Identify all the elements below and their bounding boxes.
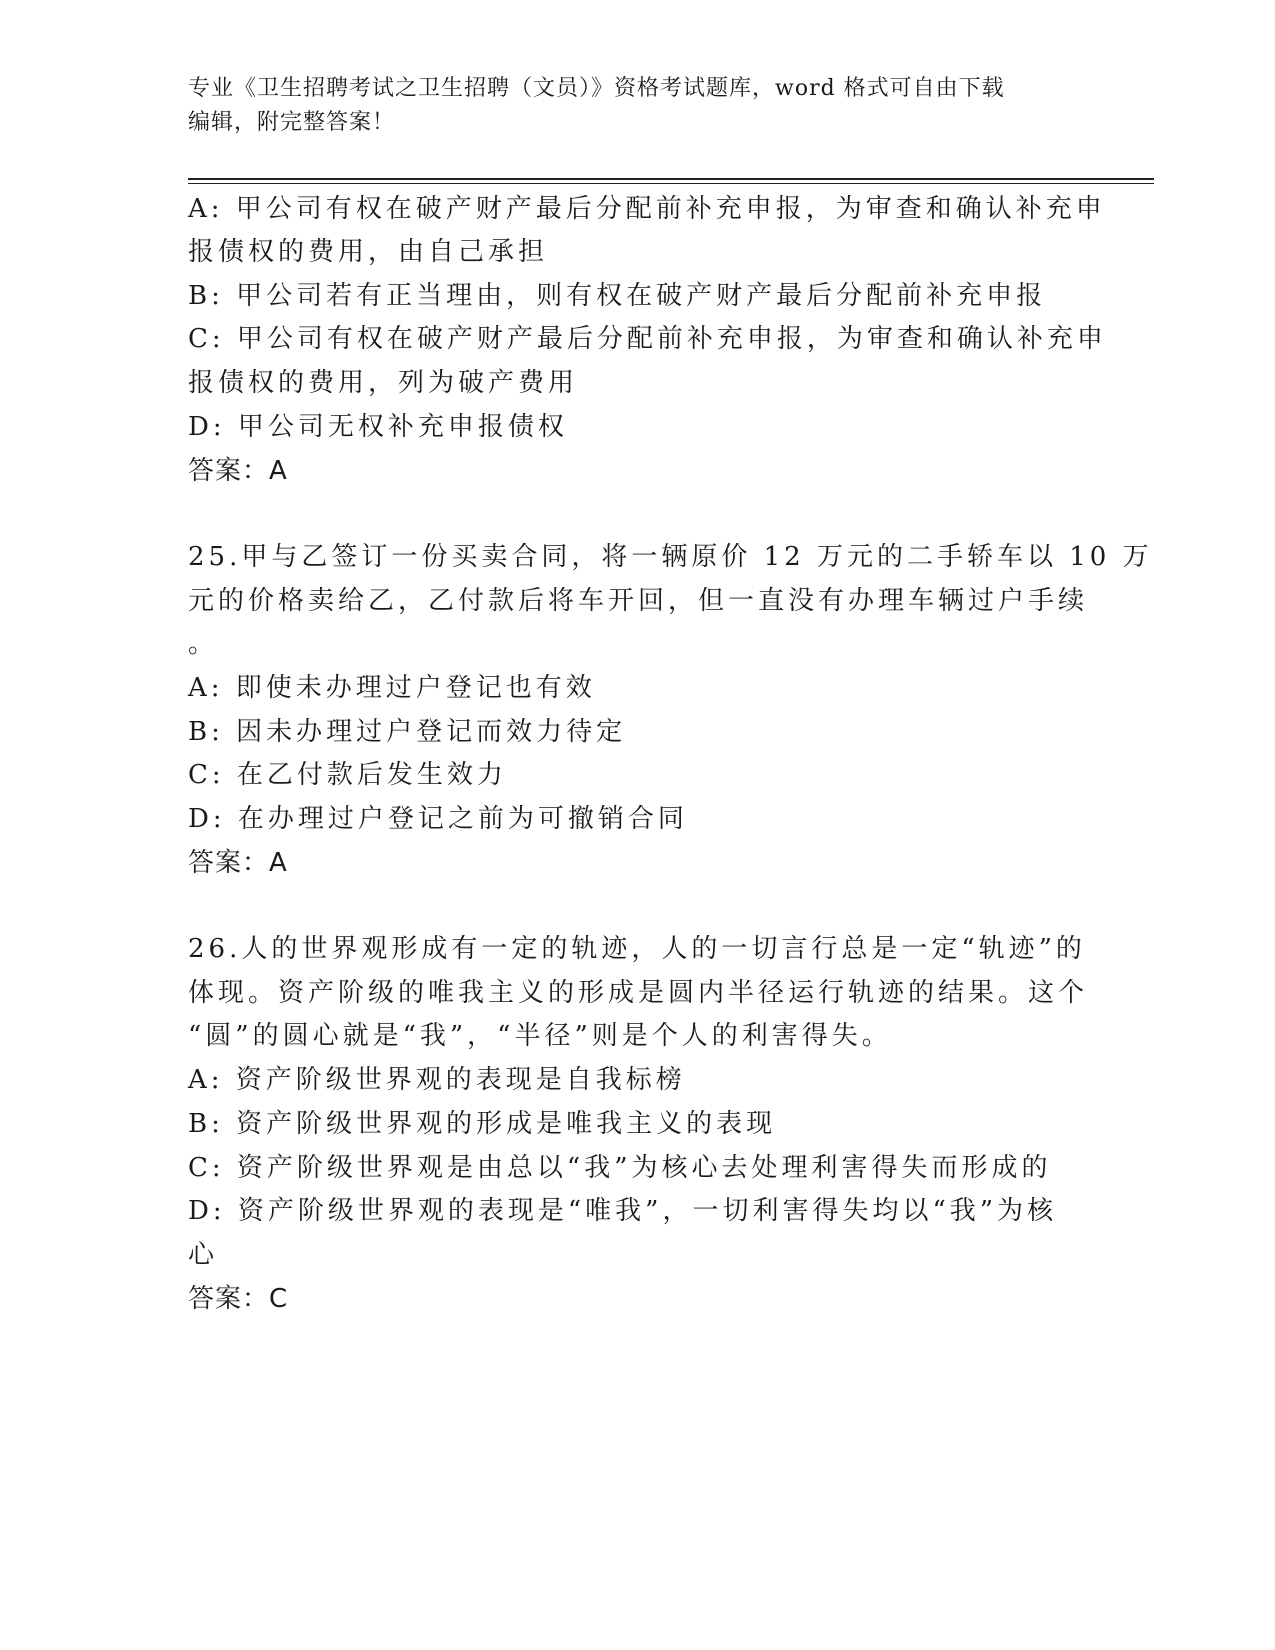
q26-answer: 答案：C bbox=[188, 1284, 289, 1314]
q26-option-c: C: 资产阶级世界观是由总以“我”为核心去处理利害得失而形成的 bbox=[188, 1153, 1052, 1183]
q25-stem-line-2: 元的价格卖给乙，乙付款后将车开回，但一直没有办理车辆过户手续 bbox=[188, 586, 1089, 616]
q24-option-d: D: 甲公司无权补充申报债权 bbox=[188, 412, 568, 442]
q25-option-a: A: 即使未办理过户登记也有效 bbox=[188, 673, 596, 703]
q26-option-d-line-2: 心 bbox=[188, 1240, 219, 1270]
q25-option-d: D: 在办理过户登记之前为可撤销合同 bbox=[188, 804, 688, 834]
q24-option-c-line-1: C: 甲公司有权在破产财产最后分配前补充申报，为审查和确认补充申 bbox=[188, 324, 1107, 354]
q26-option-b: B: 资产阶级世界观的形成是唯我主义的表现 bbox=[188, 1109, 777, 1139]
q25-option-c: C: 在乙付款后发生效力 bbox=[188, 760, 507, 790]
q26-stem-line-3: “圆”的圆心就是“我”，“半径”则是个人的利害得失。 bbox=[188, 1021, 892, 1051]
header-divider-thin bbox=[188, 183, 1154, 184]
document-header bbox=[188, 72, 1068, 140]
q26-option-d-line-1: D: 资产阶级世界观的表现是“唯我”，一切利害得失均以“我”为核 bbox=[188, 1196, 1058, 1226]
q24-option-a-line-2: 报债权的费用，由自己承担 bbox=[188, 237, 549, 267]
q25-stem-line-3: 。 bbox=[188, 629, 219, 659]
header-divider-thick bbox=[188, 178, 1154, 180]
q24-option-a-line-1: A: 甲公司有权在破产财产最后分配前补充申报，为审查和确认补充申 bbox=[188, 194, 1106, 224]
header-line-2: 编辑，附完整答案！ bbox=[188, 110, 396, 135]
q26-stem-line-2: 体现。资产阶级的唯我主义的形成是圆内半径运行轨迹的结果。这个 bbox=[188, 978, 1089, 1008]
q26-option-a: A: 资产阶级世界观的表现是自我标榜 bbox=[188, 1065, 686, 1095]
q26-stem-line-1: 26.人的世界观形成有一定的轨迹，人的一切言行总是一定“轨迹”的 bbox=[188, 934, 1086, 964]
q24-option-b: B: 甲公司若有正当理由，则有权在破产财产最后分配前补充申报 bbox=[188, 281, 1047, 311]
q24-option-c-line-2: 报债权的费用，列为破产费用 bbox=[188, 368, 579, 398]
header-line-1: 专业《卫生招聘考试之卫生招聘（文员）》资格考试题库，word 格式可自由下载 bbox=[188, 76, 1005, 101]
q25-answer: 答案：A bbox=[188, 848, 288, 878]
q25-stem-line-1: 25.甲与乙签订一份买卖合同，将一辆原价 12 万元的二手轿车以 10 万 bbox=[188, 542, 1153, 572]
q25-option-b: B: 因未办理过户登记而效力待定 bbox=[188, 717, 627, 747]
q24-answer: 答案：A bbox=[188, 456, 288, 486]
